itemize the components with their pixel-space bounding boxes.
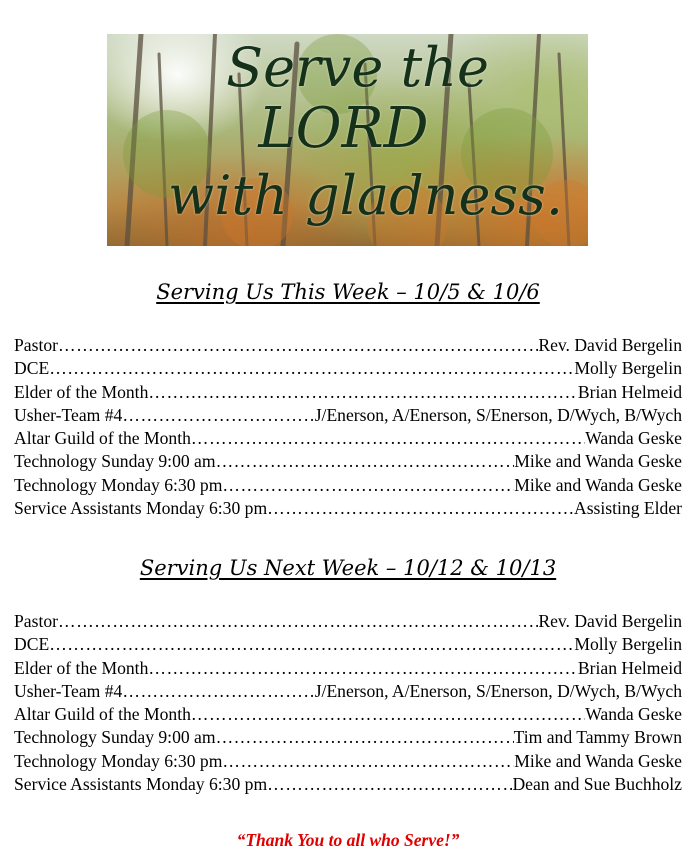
role-label: DCE (14, 634, 50, 655)
roster-row (14, 427, 682, 450)
next-week-heading: Serving Us Next Week – 10/12 & 10/13 (139, 556, 557, 580)
assignee: Rev. David Bergelin (538, 611, 682, 631)
assignee: Molly Bergelin (574, 358, 682, 379)
roster-row (14, 357, 682, 380)
dot-leader (267, 773, 512, 796)
banner-line-1: Serve the (226, 36, 489, 99)
assignee: J/Enerson, A/Enerson, S/Enerson, D/Wych, B/Wych (314, 680, 682, 701)
roster-row (14, 450, 682, 473)
roster-row (14, 610, 682, 633)
roster-row (14, 657, 682, 680)
role-label: Technology Sunday 9:00 am (14, 727, 216, 748)
assignee: Mike and Wanda Geske (514, 451, 682, 472)
roster-row (14, 404, 682, 427)
dot-leader (49, 357, 574, 380)
assignee: Wanda Geske (585, 704, 682, 725)
dot-leader (148, 657, 578, 680)
roster-row (14, 703, 682, 726)
role-label: Altar Guild of the Month (14, 704, 191, 725)
role-label: Technology Sunday 9:00 am (14, 451, 216, 472)
dot-leader (122, 680, 314, 703)
role-label: Pastor (14, 335, 58, 355)
role-label: Service Assistants Monday 6:30 pm (14, 498, 268, 519)
role-label: Service Assistants Monday 6:30 pm (14, 774, 268, 795)
banner-line-2: LORD (258, 96, 429, 161)
role-label: Usher-Team #4 (14, 404, 123, 425)
roster-row (14, 381, 682, 404)
assignee: Tim and Tammy Brown (513, 727, 682, 748)
dot-leader (58, 610, 538, 633)
roster-row (14, 633, 682, 656)
dot-leader (49, 633, 574, 656)
dot-leader (191, 703, 585, 726)
dot-leader (216, 726, 514, 749)
thank-you-footer: “Thank You to all who Serve!” (236, 830, 460, 850)
assignee: Rev. David Bergelin (538, 335, 682, 355)
assignee: Molly Bergelin (574, 634, 682, 655)
role-label: Usher-Team #4 (14, 680, 123, 701)
roster-row (14, 773, 682, 796)
banner-image (107, 34, 588, 246)
dot-leader (222, 750, 514, 773)
assignee: J/Enerson, A/Enerson, S/Enerson, D/Wych, B/Wych (314, 404, 682, 425)
dot-leader (222, 474, 514, 497)
next-week-roster (14, 610, 682, 796)
role-label: Technology Monday 6:30 pm (14, 474, 223, 495)
role-label: Elder of the Month (14, 657, 149, 678)
role-label: Altar Guild of the Month (14, 428, 191, 449)
this-week-heading: Serving Us This Week – 10/5 & 10/6 (156, 280, 540, 304)
role-label: DCE (14, 358, 50, 379)
banner-line-3: with gladness. (167, 164, 564, 227)
assignee: Mike and Wanda Geske (514, 474, 682, 495)
assignee: Mike and Wanda Geske (514, 750, 682, 771)
assignee: Brian Helmeid (577, 657, 682, 678)
dot-leader (191, 427, 585, 450)
roster-row (14, 334, 682, 357)
role-label: Elder of the Month (14, 381, 149, 402)
dot-leader (148, 381, 578, 404)
dot-leader (58, 334, 538, 357)
role-label: Pastor (14, 611, 58, 631)
roster-row (14, 474, 682, 497)
assignee: Assisting Elder (573, 498, 682, 519)
this-week-roster (14, 334, 682, 520)
roster-row (14, 497, 682, 520)
assignee: Wanda Geske (585, 428, 682, 449)
role-label: Technology Monday 6:30 pm (14, 750, 223, 771)
assignee: Dean and Sue Buchholz (512, 774, 682, 795)
assignee: Brian Helmeid (577, 381, 682, 402)
roster-row (14, 750, 682, 773)
dot-leader (216, 450, 515, 473)
roster-row (14, 726, 682, 749)
roster-row (14, 680, 682, 703)
dot-leader (122, 404, 314, 427)
dot-leader (267, 497, 574, 520)
